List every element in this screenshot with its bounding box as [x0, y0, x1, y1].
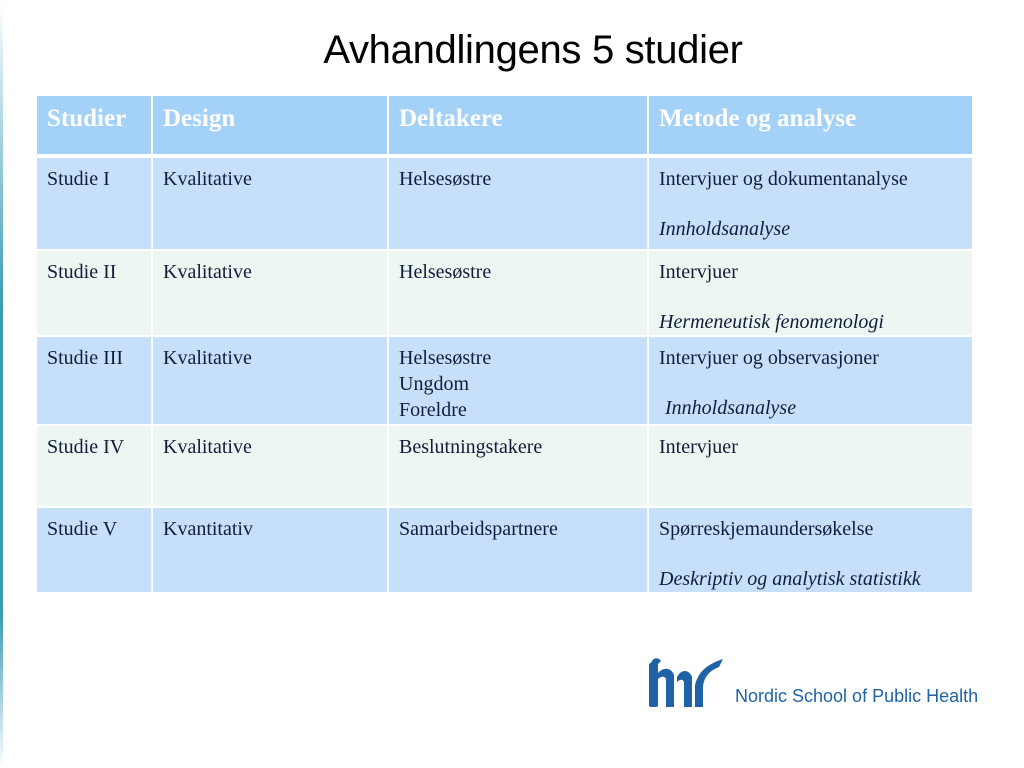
participant: Helsesøstre [399, 261, 492, 283]
table-row [37, 507, 972, 593]
design-cell: Kvalitative [152, 250, 388, 336]
header-design: Design [152, 96, 388, 156]
method-text: Intervjuer [659, 261, 738, 283]
study-cell: Studie IV [37, 425, 152, 507]
header-deltakere: Deltakere [388, 96, 648, 156]
analysis-text: Innholdsanalyse [665, 397, 797, 419]
method-text: Intervjuer og dokumentanalyse [659, 168, 908, 190]
participants-cell [388, 336, 648, 425]
participant: Beslutningstakere [399, 436, 543, 458]
participants-cell [388, 425, 648, 507]
participant: Helsesøstre [399, 168, 492, 190]
participant: Helsesøstre [399, 347, 492, 369]
study-cell: Studie V [37, 507, 152, 593]
header-metode: Metode og analyse [648, 96, 972, 156]
study-cell: Studie III [37, 336, 152, 425]
table-row [37, 156, 972, 250]
study-cell: Studie II [37, 250, 152, 336]
participants-cell [388, 507, 648, 593]
studies-table [37, 96, 972, 594]
method-cell [648, 156, 972, 250]
design-cell: Kvalitative [152, 156, 388, 250]
table-row [37, 336, 972, 425]
header-studier: Studier [37, 96, 152, 156]
analysis-text: Deskriptiv og analytisk statistikk [659, 568, 921, 590]
table-header-row [37, 96, 972, 156]
table-row [37, 425, 972, 507]
slide-edge-accent [0, 0, 3, 768]
analysis-text: Hermeneutisk fenomenologi [659, 311, 884, 333]
participant: Foreldre [399, 399, 467, 421]
analysis-text: Innholdsanalyse [659, 218, 791, 240]
method-cell [648, 425, 972, 507]
method-text: Intervjuer og observasjoner [659, 347, 879, 369]
method-text: Spørreskjemaundersøkelse [659, 518, 874, 540]
participant: Ungdom [399, 373, 469, 395]
design-cell: Kvantitativ [152, 507, 388, 593]
method-cell [648, 507, 972, 593]
logo-text: Nordic School of Public Health [735, 686, 979, 706]
study-cell: Studie I [37, 156, 152, 250]
participants-cell [388, 156, 648, 250]
nhv-logo-icon [647, 655, 727, 714]
method-cell [648, 336, 972, 425]
design-cell: Kvalitative [152, 425, 388, 507]
slide-title: Avhandlingens 5 studier [323, 28, 743, 72]
method-text: Intervjuer [659, 436, 738, 458]
participant: Samarbeidspartnere [399, 518, 558, 540]
method-cell [648, 250, 972, 336]
table-row [37, 250, 972, 336]
design-cell: Kvalitative [152, 336, 388, 425]
participants-cell [388, 250, 648, 336]
